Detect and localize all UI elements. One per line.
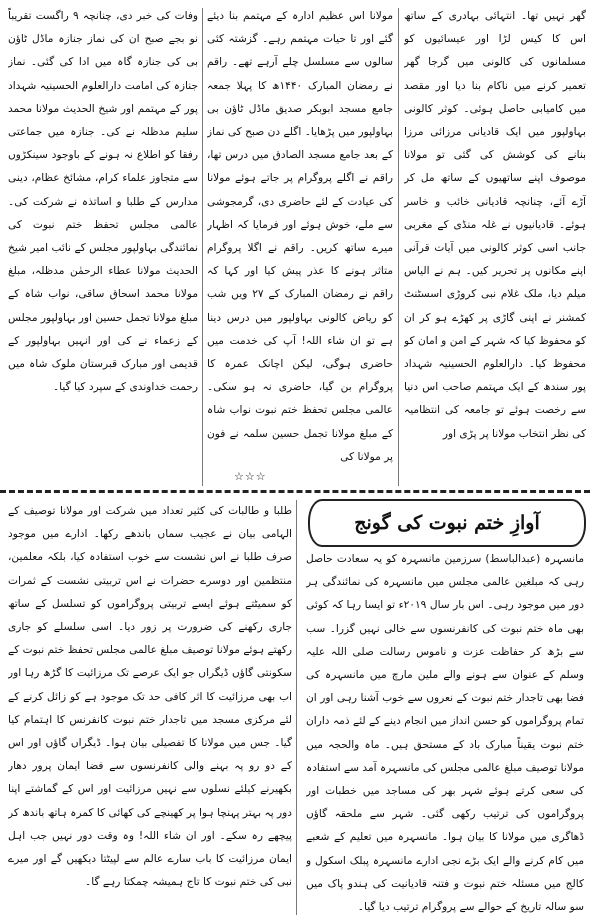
section-divider — [0, 490, 590, 493]
article-column-right — [404, 5, 586, 490]
article-text: گھر نہیں تھا۔ انتہائی بہادری کے ساتھ اس کا کیس لڑا اور عیسائیوں کو مسلمانوں کی کالونی میں گرجا گھر تعمیر کرنے میں ناکام بنا دیا اور مقصد میں کامیابی حاصل ہوئی۔ کوثر کالونی بہاولپور میں ایک قادیانی مرزائی مرزا بنانے کی کوشش کی گئی تو مولانا موصوف اپنے ساتھیوں کے ساتھ مل کر آڑے آئے، چنانچہ قادیانی خائب و خاسر ہوئے۔ قادیانیوں نے غلہ منڈی کے مغربی جانب اسی کوثر کالونی میں آیات قرآنی اپنے مکانوں پر تحریر کیں۔ ہم نے الیاس میلم دیا، ملک غلام نبی کروڑی اسسٹنٹ کمشنر نے اپنی گاڑی پر کھڑے ہو کر ان کو محفوظ کیا کہ شہر کے امن و امان کو محفوظ کیا۔ دارالعلوم الحسینیہ شہداد پور سندھ کے ایک مہتمم صاحب اس دنیا سے رخصت ہوئے تو جامعہ کی انتظامیہ کی نظر انتخاب مولانا پر پڑی اور — [404, 10, 586, 440]
section-headline: آوازِ ختم نبوت کی گونج — [308, 499, 586, 547]
article-column-left — [8, 5, 198, 490]
article-text: وفات کی خبر دی، چنانچہ ۹ راگست تقریباً نو بجے صبح ان کی نماز جنازہ ماڈل ٹاؤن بی کی جنازہ گاہ میں ادا کی گئی۔ نماز جنازہ کی امامت دارالعلوم الحسینیہ شہداد پور کے مہتمم اور شیخ الحدیث مولانا محمد سلیم مدظلہ نے کی۔ جنازہ میں جماعتی رفقا کو اطلاع نہ ہونے کے باوجود سینکڑوں سے متجاوز علماء کرام، مشائخ عظام، دینی مدارس کے طلبا و اساتذہ نے شرکت کی۔ عالمی مجلس تحفظ ختم نبوت کی نمائندگی بہاولپور مجلس کے نائب امیر شیخ الحدیث مولانا عطاء الرحمٰن مدظلہ، مبلغ مولانا محمد اسحاق ساقی، نواب شاہ کے مبلغ مولانا تجمل حسین اور بہاولپور مجلس کے زعماء نے کی اور انہیں بہاولپور کے قدیمی اور مبارک قبرستان ملوک شاہ میں رحمت خداوندی کے سپرد کیا گیا۔ — [8, 10, 198, 394]
column-divider — [398, 8, 399, 486]
news-text: طلبا و طالبات کی کثیر تعداد میں شرکت اور مولانا توصیف کے الہامی بیان نے عجیب سماں باندھے رکھا۔ ادارے میں موجود صرف طلبا نے اس نشست سے خوب استفادہ کیا، بلکہ معلمین، منتظمین اور دوسرے حضرات نے اس تربیتی نشست کے ثمرات کو سمیٹتے ہوئے ایسے تربیتی پروگراموں کو تسلسل کے ساتھ جاری رکھنے کی ضرورت پر زور دیا۔ اسی سلسلے کو جاری رکھتے ہوئے مولانا توصیف مبلغ عالمی مجلس تحفظ ختم نبوت کے سکونتی گاؤں ڈیگراں جو ایک عرصے تک مرزائیت کا گڑھ رہا اور اب بھی مرزائیت کا اثر کافی حد تک موجود ہے کو زائل کرنے کے لئے مرکزی مسجد میں تاجدار ختم نبوت کانفرنس کا اہتمام کیا گیا۔ جس میں مولانا کا تفصیلی بیان ہوا۔ ڈیگراں گاؤں اور اس کے دو رو پہ بہنے والی کانفرنسوں سے فضا ایمان پرور دھار بکھیرنے کیلئے نسلوں سے نہیں مرزائیت اور اس کے گماشتے اپنا دور پہ بہتر پہنچا ہوا پر کھینچے کی کھائی کا کمرہ ہاتھ باندھ کر پیچھے رہ سکے۔ اور ان شاء اللہ! وہ وقت دور نہیں جب اہل ایمان مرزائیت کا باب سارے عالم سے لپیٹتا دیکھیں گے اور میرے نبی کی ختم نبوت کا تاج ہمیشہ چمکتا رہے گا۔ — [8, 505, 292, 889]
section-end-stars: ☆☆☆ — [234, 470, 267, 483]
article-column-middle — [207, 5, 393, 490]
column-divider — [202, 8, 203, 486]
article-text: مولانا اس عظیم ادارہ کے مہتمم بنا دیئے گئے اور تا حیات مہتمم رہے۔ گزشتہ کئی سالوں سے مسلسل چلے آرہے تھے۔ راقم نے رمضان المبارک ۱۴۴۰ھ کا پہلا جمعہ جامع مسجد ابوبکر صدیق ماڈل ٹاؤن بی بہاولپور میں پڑھایا۔ اگلے دن صبح کی نماز کے بعد جامع مسجد الصادق میں درس تھا، راقم نے اگلے پروگرام پر جاتے ہوئے مولانا کی عیادت کے لئے حاضری دی، گرمجوشی سے ملے، خوش ہوئے اور فرمایا کہ اظہار میرے ساتھ کریں۔ راقم نے اگلا پروگرام متاثر ہونے کا عذر پیش کیا اور کہا کہ راقم نے رمضان المبارک کے ۲۷ ویں شب کو ریاض کالونی بہاولپور میں درس دینا ہے تو ان شاء اللہ! آپ کی خدمت میں حاضری ہوگی، لیکن اچانک عمرہ کا پروگرام بن گیا، حاضری نہ ہو سکی۔ عالمی مجلس تحفظ ختم نبوت نواب شاہ کے مبلغ مولانا تجمل حسین سلمہ نے فون پر مولانا کی — [207, 10, 393, 463]
column-divider — [296, 500, 297, 915]
news-column-left — [8, 500, 292, 916]
news-text: مانسہرہ (عبدالباسط) سرزمین مانسہرہ کو یہ سعادت حاصل رہی کہ مبلغین عالمی مجلس میں مانسہرہ کی نمائندگی ہر دور میں موجود رہی۔ اس بار سال ۲۰۱۹ء تو ایسا رہا کہ کوئی بھی ماہ ختم نبوت کی کانفرنسوں سے خالی نہیں گزرا۔ سب سے بڑھ کر حفاظت عزت و ناموس رسالت صلی اللہ علیہ وسلم کے عنوان سے ہونے والے ملین مارچ میں مانسہرہ کی فضا بھی تاجدار ختم نبوت کے نعروں سے خوب آشنا رہی اور ان تمام پروگراموں کو حسن انداز میں انجام دینے کے لئے ذمہ داران ختم نبوت یقیناً مبارک باد کے مستحق ہیں۔ ماہ والحجہ میں مولانا توصیف مبلغ عالمی مجلس کی مانسہرہ آمد سے استفادہ کی سعی کرتے ہوئے شہر بھر کی مساجد میں خطبات اور پروگراموں کی ترتیب رکھی گئی۔ شہر سے ملحقہ گاؤں ڈھاگری میں مولانا کا بیان ہوا۔ مانسہرہ میں تعلیم کے شعبے میں کام کرنے والے ایک بڑے نجی ادارے مانسہرہ پبلک اسکول و کالج میں مسئلہ ختم نبوت و فتنہ قادیانیت کی ہندو پاک میں سو سالہ تاریخ کے حوالے سے پروگرام ترتیب دیا گیا۔ — [306, 553, 584, 914]
news-column-right — [306, 548, 584, 916]
